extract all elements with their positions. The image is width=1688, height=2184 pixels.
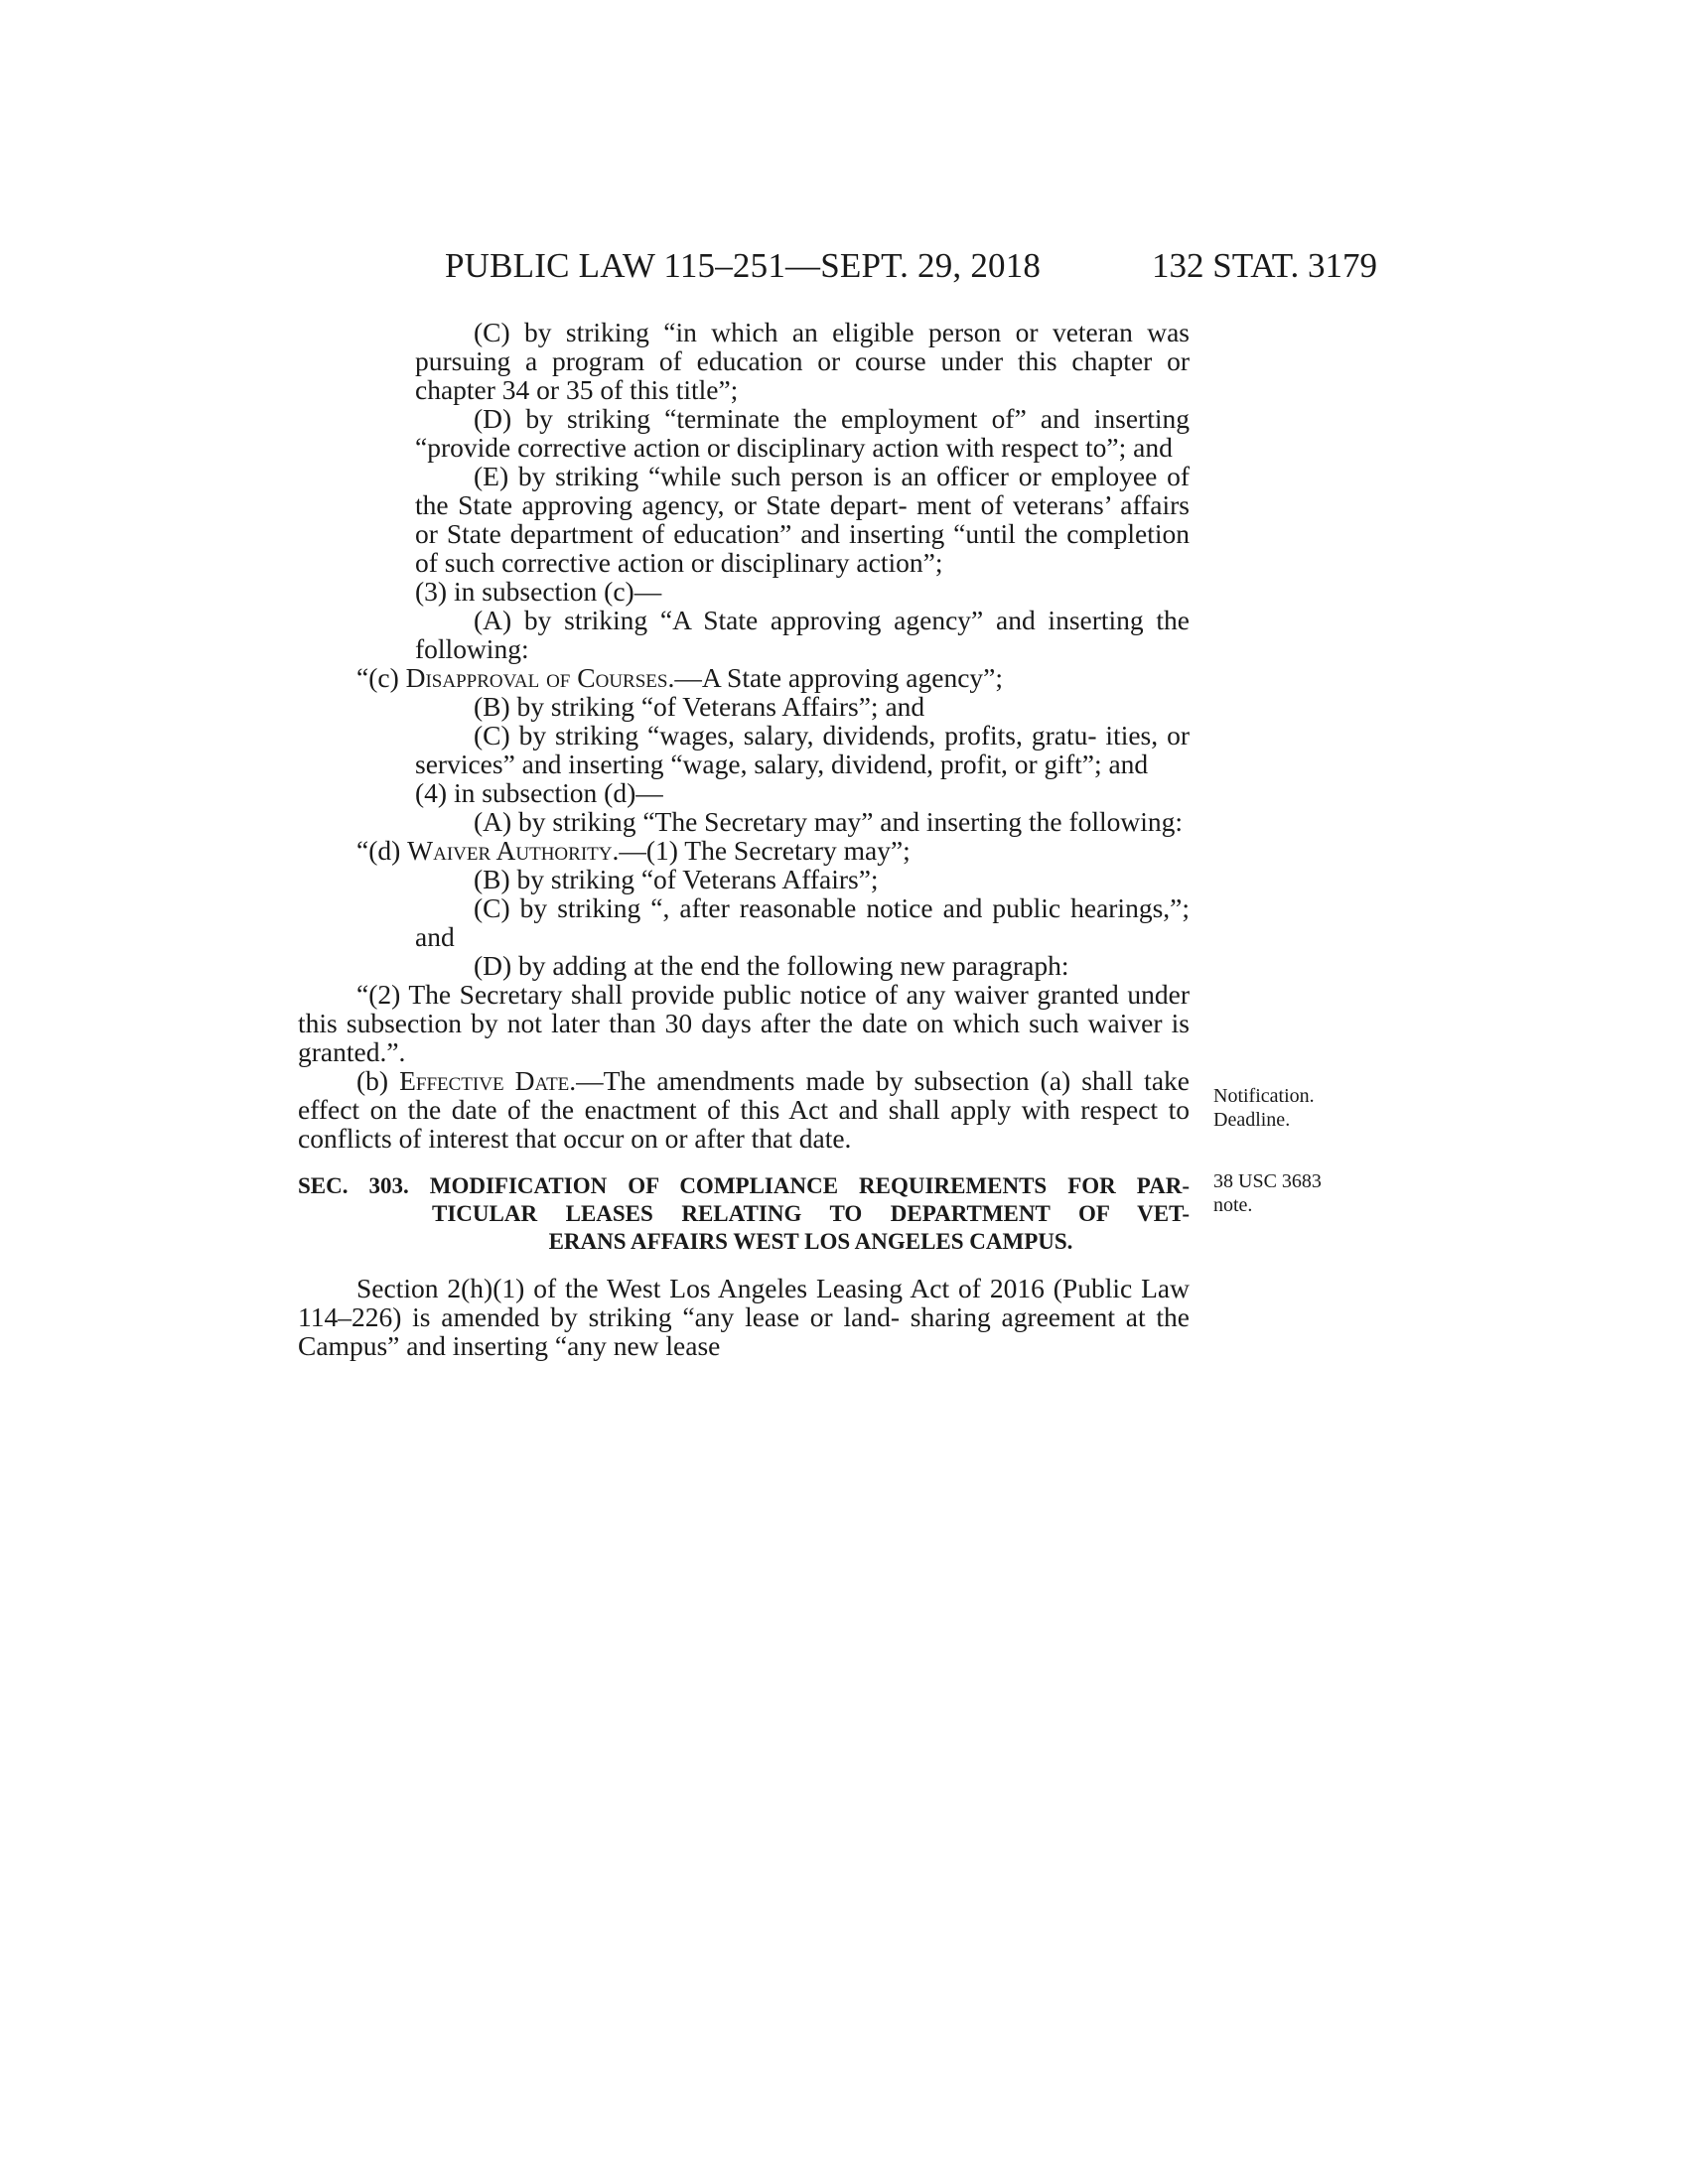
margin-note-usc-citation-line-1: 38 USC 3683 [1213,1170,1322,1192]
quoted-subsection-c-prefix: “(c) [356,662,406,693]
section-303-heading-line-3: ERANS AFFAIRS WEST LOS ANGELES CAMPUS. [548,1229,1073,1254]
margin-note-notification [1213,1084,1352,1132]
margin-note-notification-line-2: Deadline. [1213,1109,1291,1131]
running-header-title: PUBLIC LAW 115–251—SEPT. 29, 2018 [445,246,1042,285]
quoted-subsection-d-prefix: “(d) [356,835,408,866]
subsection-b-heading: Effective Date [399,1065,570,1096]
quoted-subsection-c [356,663,1190,692]
paragraph-3: (3) in subsection (c)— [415,576,662,607]
margin-note-notification-line-1: Notification. [1213,1085,1315,1107]
paragraph-4: (4) in subsection (d)— [415,777,663,808]
section-303-heading [298,1172,1190,1256]
paragraph-2c: (C) by striking “in which an eligible person or veteran was pursuing a program of education or course under this chapter or chapter 34 or 35 of this title”; [415,317,1190,405]
body-text [298,318,1190,1360]
paragraph-4a: (A) by striking “The Secretary may” and inserting the following: [474,806,1184,837]
quoted-subsection-c-rest: .—A State approving agency”; [667,662,1003,693]
paragraph-2e: (E) by striking “while such person is an officer or employee of the State approving agency, or State depart- ment of veterans’ affairs or State department of education” and inserting “until the completion of such corrective action or disciplinary action”; [415,461,1190,578]
subsection-b [298,1066,1190,1153]
paragraph-3a: (A) by striking “A State approving agency” and inserting the following: [415,605,1190,664]
quoted-subsection-c-heading: Disapproval of Courses [405,662,668,693]
subsection-b-rest: .—The amendments made by subsection (a) shall take effect on the date of the enactment of this Act and shall apply with respect to conflicts of interest that occur on or after that date. [298,1065,1190,1154]
section-303-heading-line-1: SEC. 303. MODIFICATION OF COMPLIANCE REQUIREMENTS FOR PAR- [298,1173,1190,1198]
quoted-paragraph-2: “(2) The Secretary shall provide public notice of any waiver granted under this subsection by not later than 30 days after the date on which such waiver is granted.”. [298,979,1190,1067]
quoted-subsection-d-heading: Waiver Authority [407,835,613,866]
section-303-heading-line-2: TICULAR LEASES RELATING TO DEPARTMENT OF VET- [432,1201,1190,1226]
paragraph-4c: (C) by striking “, after reasonable notice and public hearings,”; and [415,892,1190,952]
margin-note-usc-citation-line-2: note. [1213,1194,1253,1216]
paragraph-2d: (D) by striking “terminate the employment of” and inserting “provide corrective action or disciplinary action with respect to”; and [415,403,1190,463]
quoted-subsection-d-rest: .—(1) The Secretary may”; [612,835,911,866]
paragraph-4b: (B) by striking “of Veterans Affairs”; [474,864,879,894]
paragraph-4d: (D) by adding at the end the following new paragraph: [474,950,1069,981]
section-303-text: Section 2(h)(1) of the West Los Angeles Leasing Act of 2016 (Public Law 114–226) is amended by striking “any lease or land- sharing agreement at the Campus” and inserting “any new lease [298,1273,1190,1361]
paragraph-3c: (C) by striking “wages, salary, dividends, profits, gratu- ities, or services” and inserting “wage, salary, dividend, profit, or gift”; and [415,720,1190,779]
paragraph-3b: (B) by striking “of Veterans Affairs”; and [474,691,925,722]
running-header-page-number: 132 STAT. 3179 [1152,246,1377,285]
subsection-b-prefix: (b) [356,1065,400,1096]
quoted-subsection-d [356,836,1190,865]
margin-note-usc-citation [1213,1169,1352,1217]
